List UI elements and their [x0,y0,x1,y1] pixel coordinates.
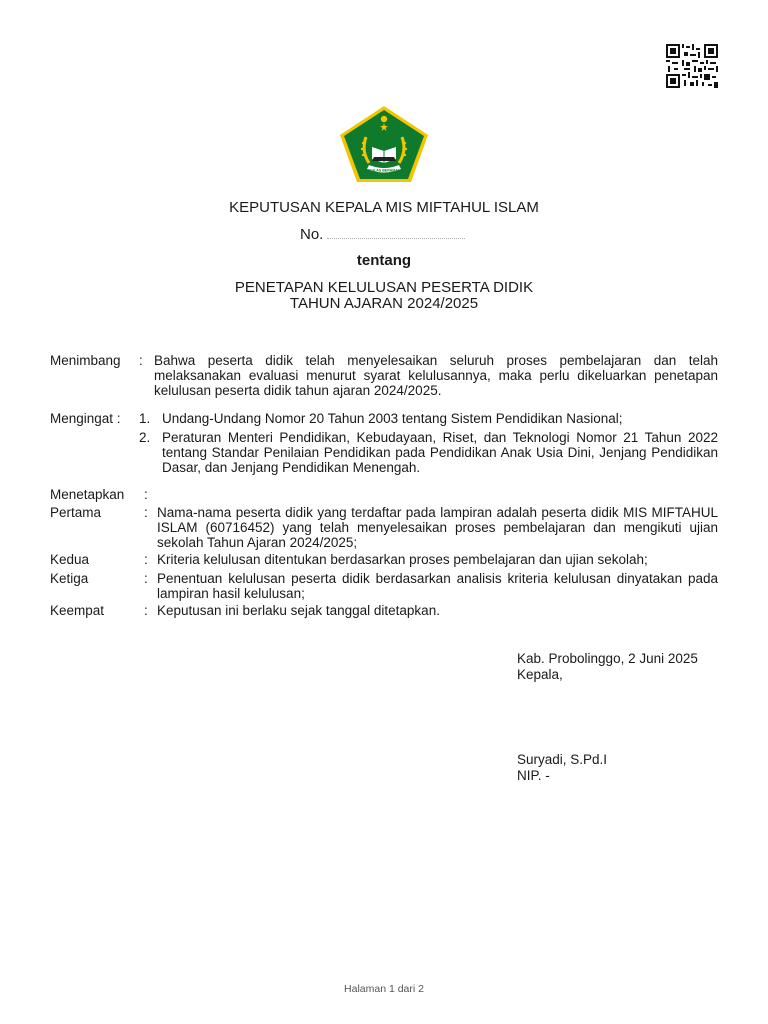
keempat-text: Keputusan ini berlaku sejak tanggal ditetapkan. [157,603,440,618]
menimbang-label: Menimbang [50,353,121,368]
tentang-heading: tentang [356,252,412,269]
signature-place-date: Kab. Probolinggo, 2 Juni 2025 [517,651,698,666]
signature-position: Kepala, [517,667,563,682]
signature-nip: NIP. - [517,768,550,783]
kedua-text: Kriteria kelulusan ditentukan berdasarkan proses pembelajaran dan ujian sekolah; [157,552,648,567]
ketiga-colon: : [144,571,148,586]
pertama-text: Nama-nama peserta didik yang terdaftar pada lampiran adalah peserta didik MIS MIFTAHUL ISLAM (60716452) yang telah menyelesaikan proses pembelajaran dan mengikuti ujian sekolah Tahun Ajaran 2024/2025; [157,505,718,550]
menimbang-colon: : [139,353,143,368]
mengingat-label: Mengingat : [50,411,121,426]
mengingat-item-num: 2. [139,430,151,445]
subject-line-1: PENETAPAN KELULUSAN PESERTA DIDIK [234,279,534,296]
pertama-label: Pertama [50,505,102,520]
pertama-colon: : [144,505,148,520]
document-title: KEPUTUSAN KEPALA MIS MIFTAHUL ISLAM [229,199,539,216]
mengingat-item-text: Peraturan Menteri Pendidikan, Kebudayaan, Riset, dan Teknologi Nomor 21 Tahun 2022 tentang Standar Penilaian Pendidikan pada Pendidikan Anak Usia Dini, Jenjang Pendidikan Dasar, dan Jenjang Pendidikan Menengah. [162,430,718,475]
mengingat-item-num: 1. [139,411,151,426]
mengingat-item-text: Undang-Undang Nomor 20 Tahun 2003 tentang Sistem Pendidikan Nasional; [162,411,623,426]
menimbang-text: Bahwa peserta didik telah menyelesaikan seluruh proses pembelajaran dan telah melaksanakan evaluasi menurut syarat kelulusannya, maka perlu dikeluarkan penetapan kelulusan peserta didik tahun ajaran 2024/2025. [154,353,718,398]
svg-text:IKHLAS BERAMAL: IKHLAS BERAMAL [367,168,401,173]
document-number [300,226,465,243]
qr-code [666,44,718,88]
keempat-label: Keempat [50,603,105,618]
keempat-colon: : [144,603,148,618]
ketiga-text: Penentuan kelulusan peserta didik berdasarkan analisis kriteria kelulusan dinyatakan pada lampiran hasil kelulusan; [157,571,718,601]
document-number-label: No. [300,226,324,243]
kedua-colon: : [144,552,148,567]
kemenag-emblem [339,105,429,183]
page-number: Halaman 1 dari 2 [344,983,424,995]
ketiga-label: Ketiga [50,571,89,586]
menetapkan-label: Menetapkan [50,487,125,502]
signature-name: Suryadi, S.Pd.I [517,752,608,767]
document-number-blank [327,228,465,239]
menetapkan-colon: : [144,487,148,502]
kedua-label: Kedua [50,552,90,567]
subject-line-2: TAHUN AJARAN 2024/2025 [289,295,479,312]
